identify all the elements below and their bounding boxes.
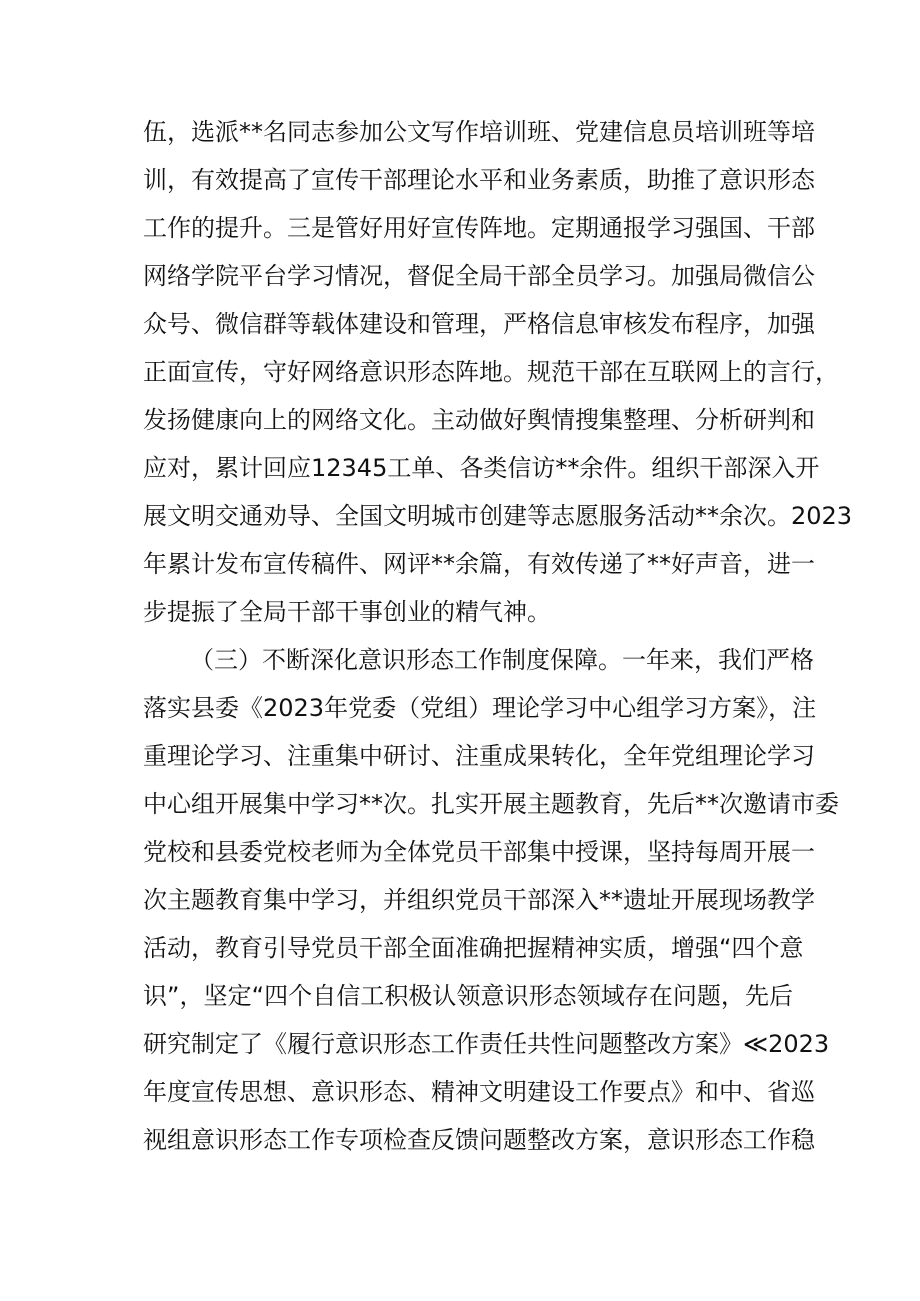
- paragraph-line: 中心组开展集中学习**次。扎实开展主题教育，先后**次邀请市委: [143, 790, 839, 818]
- paragraph-line: 重理论学习、注重集中研讨、注重成果转化，全年党组理论学习: [143, 742, 815, 770]
- paragraph-line: 次主题教育集中学习，并组织党员干部深入**遗址开展现场教学: [143, 886, 815, 914]
- paragraph-line: 识”，坚定“四个自信工积极认领意识形态领域存在问题，先后: [143, 982, 793, 1010]
- paragraph-line: 年度宣传思想、意识形态、精神文明建设工作要点》和中、省巡: [143, 1078, 815, 1106]
- paragraph-line: 落实县委《2023年党委（党组）理论学习中心组学习方案》，注: [143, 694, 817, 722]
- paragraph-line: 网络学院平台学习情况，督促全局干部全员学习。加强局微信公: [143, 262, 815, 290]
- paragraph-line: 应对，累计回应12345工单、各类信访**余件。组织干部深入开: [143, 454, 820, 482]
- paragraph-line: 众号、微信群等载体建设和管理，严格信息审核发布程序，加强: [143, 310, 815, 338]
- paragraph-line: 正面宣传，守好网络意识形态阵地。规范干部在互联网上的言行，: [143, 358, 839, 386]
- paragraph-line: 伍，选派**名同志参加公文写作培训班、党建信息员培训班等培: [143, 118, 815, 146]
- paragraph-line: 活动，教育引导党员干部全面准确把握精神实质，增强“四个意: [143, 934, 804, 962]
- paragraph-line: 发扬健康向上的网络文化。主动做好舆情搜集整理、分析研判和: [143, 406, 815, 434]
- paragraph-line: 党校和县委党校老师为全体党员干部集中授课，坚持每周开展一: [143, 838, 815, 866]
- paragraph-line: 年累计发布宣传稿件、网评**余篇，有效传递了**好声音，进一: [143, 550, 815, 578]
- paragraph-line: 步提振了全局干部干事创业的精气神。: [143, 598, 551, 626]
- paragraph-line: 训，有效提高了宣传干部理论水平和业务素质，助推了意识形态: [143, 166, 815, 194]
- paragraph-line: 视组意识形态工作专项检查反馈问题整改方案，意识形态工作稳: [143, 1126, 815, 1154]
- paragraph-line: 展文明交通劝导、全国文明城市创建等志愿服务活动**余次。2023: [143, 502, 853, 530]
- paragraph-line: 研究制定了《履行意识形态工作责任共性问题整改方案》≪2023: [143, 1030, 830, 1058]
- section-heading-line: （三）不断深化意识形态工作制度保障。一年来，我们严格: [190, 646, 814, 674]
- paragraph-line: 工作的提升。三是管好用好宣传阵地。定期通报学习强国、干部: [143, 214, 815, 242]
